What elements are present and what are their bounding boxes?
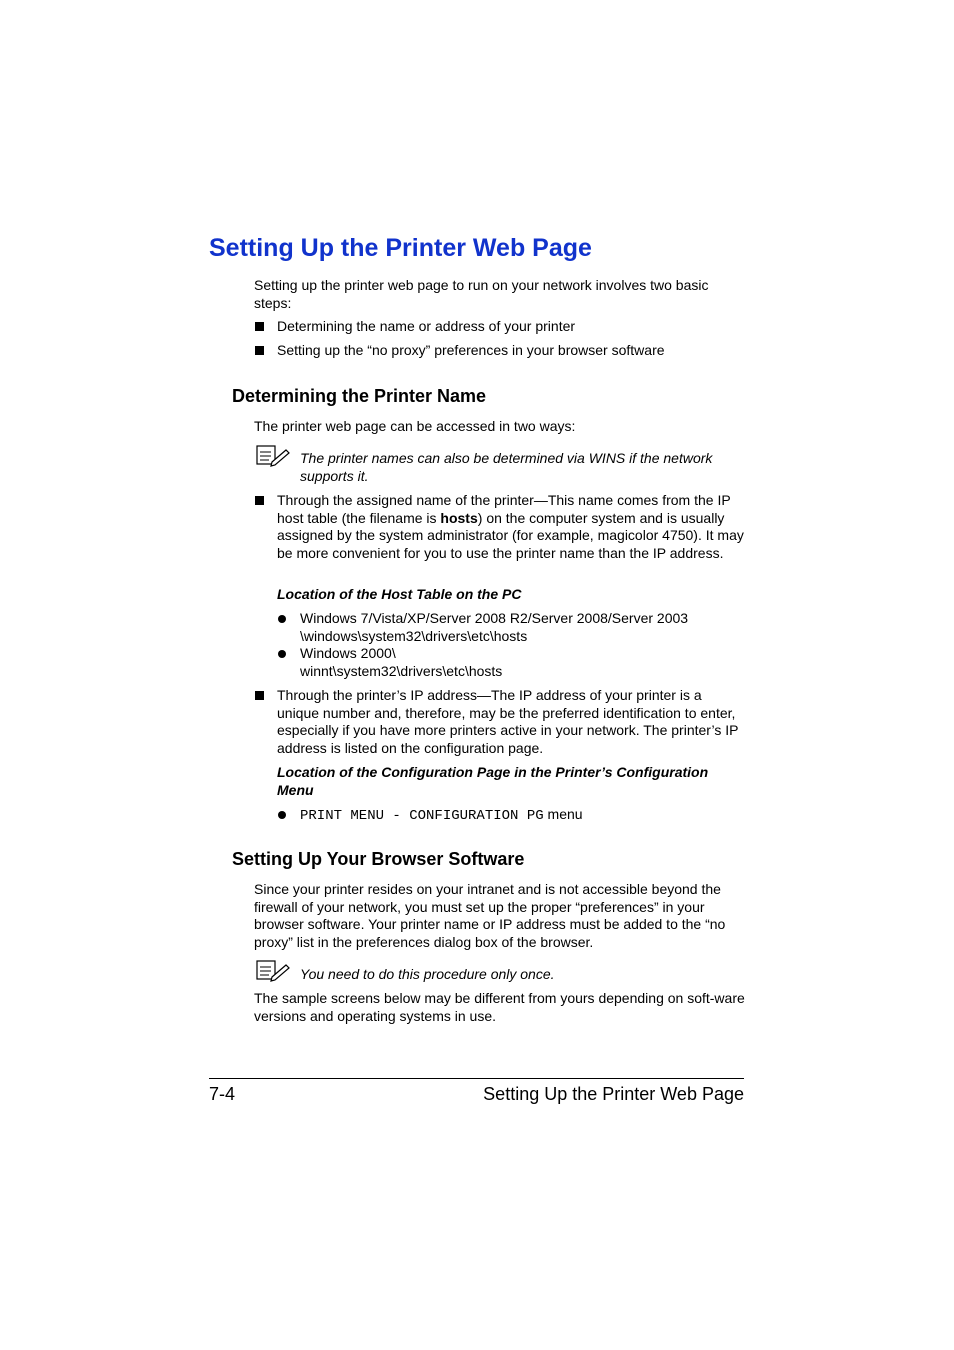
round-bullet-icon: [278, 650, 286, 658]
section-lead: The printer web page can be accessed in two ways:: [254, 418, 576, 434]
page-title: Setting Up the Printer Web Page: [209, 234, 592, 262]
round-bullet-icon: [278, 615, 286, 623]
page-number: 7-4: [209, 1084, 236, 1104]
note-pencil-icon: [256, 960, 290, 982]
footer-rule: [209, 1078, 744, 1079]
config-item: PRINT MENU - CONFIGURATION PG menu: [300, 806, 583, 824]
host-item: Windows 7/Vista/XP/Server 2008 R2/Server 2008/Server 2003 \windows\system32\drivers\etc\hosts: [300, 610, 689, 644]
menu-path-code: PRINT MENU - CONFIGURATION PG: [300, 808, 544, 824]
step-item: Setting up the “no proxy” preferences in your browser software: [277, 342, 665, 358]
closing-paragraph: The sample screens below may be different from yours depending on soft-ware versions and operating systems in use.: [254, 990, 745, 1024]
hosts-filename: hosts: [440, 509, 478, 526]
running-title: Setting Up the Printer Web Page: [483, 1084, 744, 1104]
config-page-heading: Location of the Configuration Page in the Printer’s Configuration Menu: [277, 764, 709, 798]
access-method-ip: Through the printer’s IP address—The IP address of your printer is a unique number and, therefore, may be the preferred identification to enter, especially if you have more printers active in your network. The printer’s IP address is listed on the configuration page.: [277, 687, 739, 756]
round-bullet-icon: [278, 811, 286, 819]
square-bullet-icon: [255, 322, 264, 331]
host-item: Windows 2000\ winnt\system32\drivers\etc\hosts: [300, 645, 503, 679]
square-bullet-icon: [255, 346, 264, 355]
intro-paragraph: Setting up the printer web page to run on your network involves two basic steps:: [254, 277, 709, 311]
note-text: The printer names can also be determined via WINS if the network supports it.: [300, 450, 713, 484]
host-table-heading: Location of the Host Table on the PC: [277, 586, 522, 602]
square-bullet-icon: [255, 691, 264, 700]
section-heading: Determining the Printer Name: [232, 386, 487, 406]
step-item: Determining the name or address of your printer: [277, 318, 576, 334]
access-method-name: Through the assigned name of the printer—This name comes from the IP host table (the filename is hosts) on the computer system and is usually assigned by the system administrator (for example, magicolor 4750). It may be more convenient for you to use the printer name than the IP address.: [277, 492, 744, 561]
note-pencil-icon: [256, 445, 290, 467]
section-heading: Setting Up Your Browser Software: [232, 849, 525, 869]
browser-paragraph: Since your printer resides on your intranet and is not accessible beyond the firewall of your network, you must set up the proper “preferences” in your browser software. Your printer name or IP address must be added to the “no proxy” list in the preferences dialog box of the browser.: [254, 881, 726, 950]
square-bullet-icon: [255, 496, 264, 505]
note-text: You need to do this procedure only once.: [300, 966, 555, 982]
